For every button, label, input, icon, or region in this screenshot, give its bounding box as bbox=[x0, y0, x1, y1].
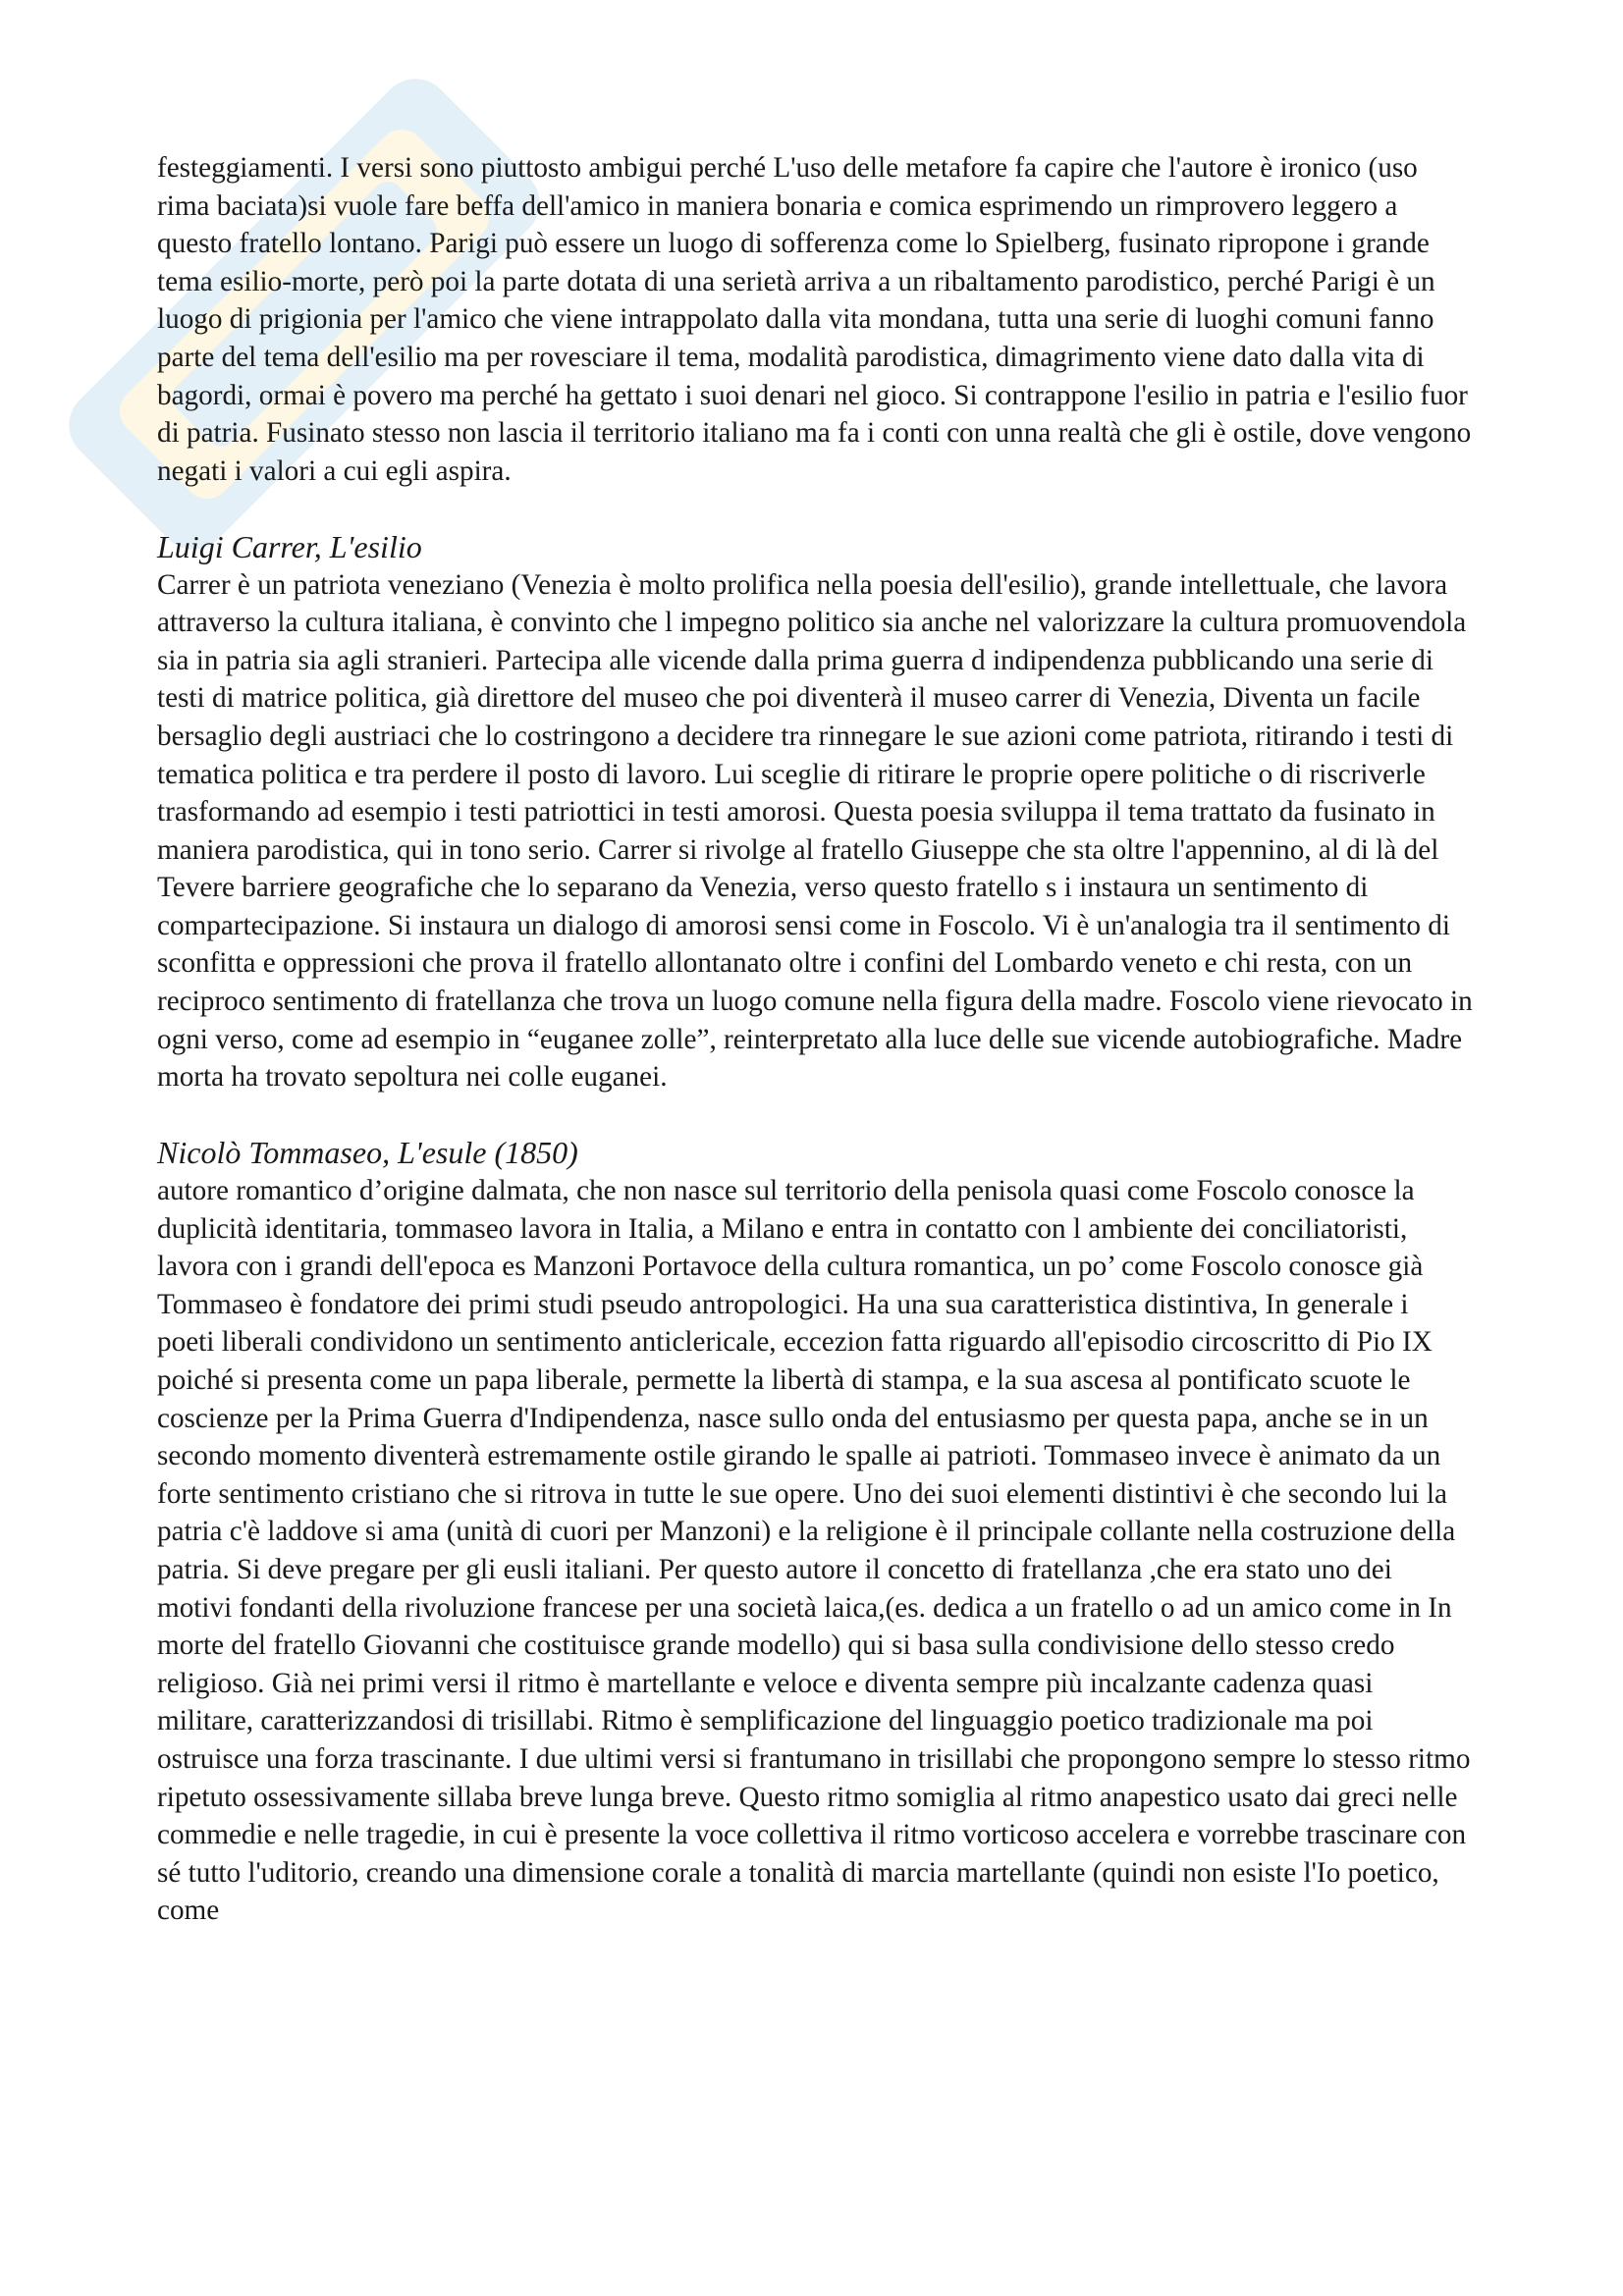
section-gap bbox=[157, 1096, 1473, 1135]
section-carrer-heading: Luigi Carrer, L'esilio bbox=[157, 528, 422, 564]
section-intro bbox=[157, 149, 1473, 490]
document-page bbox=[157, 149, 1473, 1930]
section-tommaseo-paragraph: autore romantico d’origine dalmata, che non nasce sul territorio della penisola quasi come Foscolo conosce la duplicità identitaria, tommaseo lavora in Italia, a Milano e entra in contatto con l ambiente dei conciliatoristi, lavora con i grandi dell'epoca es Manzoni Portavoce della cultura romantica, un po’ come Foscolo conosce già Tommaseo è fondatore dei primi studi pseudo antropologici. Ha una sua caratteristica distintiva, In generale i poeti liberali condividono un sentimento anticlericale, eccezion fatta riguardo all'episodio circoscritto di Pio IX poiché si presenta come un papa liberale, permette la libertà di stampa, e la sua ascesa al pontificato scuote le coscienze per la Prima Guerra d'Indipendenza, nasce sullo onda del entusiasmo per questa papa, anche se in un secondo momento diventerà estremamente ostile girando le spalle ai patrioti. Tommaseo invece è animato da un forte sentimento cristiano che si ritrova in tutte le sue opere. Uno dei suoi elementi distintivi è che secondo lui la patria c'è laddove si ama (unità di cuori per Manzoni) e la religione è il principale collante nella costruzione della patria. Si deve pregare per gli eusli italiani. Per questo autore il concetto di fratellanza ,che era stato uno dei motivi fondanti della rivoluzione francese per una società laica,(es. dedica a un fratello o ad un amico come in In morte del fratello Giovanni che costituisce grande modello) qui si basa sulla condivisione dello stesso credo religioso. Già nei primi versi il ritmo è martellante e veloce e diventa sempre più incalzante cadenza quasi militare, caratterizzandosi di trisillabi. Ritmo è semplificazione del linguaggio poetico tradizionale ma poi ostruisce una forza trascinante. I due ultimi versi si frantumano in trisillabi che propongono sempre lo stesso ritmo ripetuto ossessivamente sillaba breve lunga breve. Questo ritmo somiglia al ritmo anapestico usato dai greci nelle commedie e nelle tragedie, in cui è presente la voce collettiva il ritmo vorticoso accelera e vorrebbe trascinare con sé tutto l'uditorio, creando una dimensione corale a tonalità di marcia martellante (quindi non esiste l'Io poetico, come bbox=[157, 1175, 1471, 1927]
section-intro-paragraph: festeggiamenti. I versi sono piuttosto ambigui perché L'uso delle metafore fa capire che l'autore è ironico (uso rima baciata)si vuole fare beffa dell'amico in maniera bonaria e comica esprimendo un rimprovero leggero a questo fratello lontano. Parigi può essere un luogo di sofferenza come lo Spielberg, fusinato ripropone i grande tema esilio-morte, però poi la parte dotata di una serietà arriva a un ribaltamento parodistico, perché Parigi è un luogo di prigionia per l'amico che viene intrappolato dalla vita mondana, tutta una serie di luoghi comuni fanno parte del tema dell'esilio ma per rovesciare il tema, modalità parodistica, dimagrimento viene dato dalla vita di bagordi, ormai è povero ma perché ha gettato i suoi denari nel gioco. Si contrappone l'esilio in patria e l'esilio fuor di patria. Fusinato stesso non lascia il territorio italiano ma fa i conti con unna realtà che gli è ostile, dove vengono negati i valori a cui egli aspira. bbox=[157, 152, 1472, 487]
section-carrer bbox=[157, 528, 1473, 1096]
section-tommaseo bbox=[157, 1134, 1473, 1929]
section-tommaseo-heading: Nicolò Tommaseo, L'esule (1850) bbox=[157, 1135, 578, 1171]
section-gap bbox=[157, 490, 1473, 528]
section-carrer-paragraph: Carrer è un patriota veneziano (Venezia è molto prolifica nella poesia dell'esilio), grande intellettuale, che lavora attraverso la cultura italiana, è convinto che l impegno politico sia anche nel valorizzare la cultura promuovendola sia in patria sia agli stranieri. Partecipa alle vicende dalla prima guerra d indipendenza pubblicando una serie di testi di matrice politica, già direttore del museo che poi diventerà il museo carrer di Venezia, Diventa un facile bersaglio degli austriaci che lo costringono a decidere tra rinnegare le sue azioni come patriota, ritirando i testi di tematica politica e tra perdere il posto di lavoro. Lui sceglie di ritirare le proprie opere politiche o di riscriverle trasformando ad esempio i testi patriottici in testi amorosi. Questa poesia sviluppa il tema trattato da fusinato in maniera parodistica, qui in tono serio. Carrer si rivolge al fratello Giuseppe che sta oltre l'appennino, al di là del Tevere barriere geografiche che lo separano da Venezia, verso questo fratello s i instaura un sentimento di compartecipazione. Si instaura un dialogo di amorosi sensi come in Foscolo. Vi è un'analogia tra il sentimento di sconfitta e oppressioni che prova il fratello allontanato oltre i confini del Lombardo veneto e chi resta, con un reciproco sentimento di fratellanza che trova un luogo comune nella figura della madre. Foscolo viene rievocato in ogni verso, come ad esempio in “euganee zolle”, reinterpretato alla luce delle sue vicende autobiografiche. Madre morta ha trovato sepoltura nei colle euganei. bbox=[157, 568, 1473, 1094]
